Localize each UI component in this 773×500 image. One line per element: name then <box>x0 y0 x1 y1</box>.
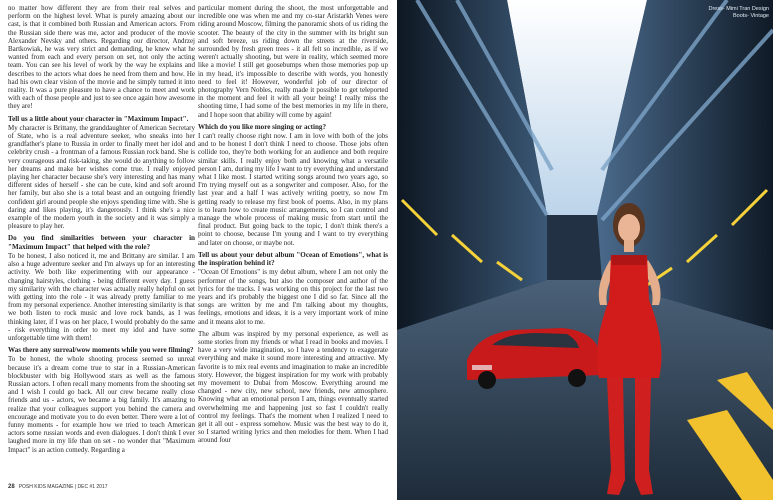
question-heading: Tell us about your debut album "Ocean of Emotions", what is the inspiration behind it? <box>198 250 388 268</box>
answer-paragraph: I can't really choose right now. I am in love with both of the jobs and to be honest I don't think I need to choose. Those jobs often collide too, they're both working for an audience and both require similar skills. I really enjoy both and knowing what a versatile person I am, during my life I want to try everything and understand what I like most. I started writing songs around two years ago, so I'm trying myself out as a songwriter and composer. Also, for the last year and a half I was actively writing poetry, so now I'm getting ready to release my first book of poems. Also, in my plans is to learn how to create music arrangements, so I can control and manage the whole process of making music from start until the final product. But going back to the topic, I don't think there's a point to choose, because I'm young and I want to try everything and later on choose, or maybe not. <box>198 132 388 247</box>
question-heading: Was there any surreal/wow moments while you were filming? <box>8 346 194 355</box>
answer-paragraph: no matter how different they are from their real selves and perform on the highest level. What is purely amazing about our cast, is that it combined both Russian and American actors. From the Russian side there was me, actor and producer of the movie Alexander Nevsky and others. Regarding our director, Andrzej Bartkowiak, he was very strict and demanding, he knew what he wanted from each and every person on set, not only the acting team. You can see his level of work by the way he explains and describes to the actors what does he need from them and how. He had his own clear vision of the movie and he simply turned it into reality. It was a pure pleasure to have a chance to meet and work with each of those people and just to see once again how awesome they are! <box>8 4 195 111</box>
question-heading: Do you find similarities between your character in "Maximum Impact" that helped with the role? <box>8 234 195 251</box>
page-footer <box>8 484 108 490</box>
question-heading: Tell us a little about your character in "Maximum Impact". <box>8 114 189 123</box>
page-number: 28 <box>8 484 15 490</box>
photo-illustration <box>397 0 773 500</box>
answer-paragraph: To be honest, I also noticed it, me and Brittany are similar. I am also a huge adventure seeker and I'm always up for an interesting activity. We both like experimenting with our appearance - changing hairstyles, clothing - being different every day. I guess my similarity with the character was actually really helpful on set with getting into the role - it was already pretty familiar to me from my personal experience. Another interesting similarity is that we both listen to rock music and love rock bands, as I was thinking later, if I was on her place, I would probably do the same - risk everything in order to meet my idol and have some unforgettable time with them! <box>8 251 195 342</box>
answer-paragraph: particular moment during the shoot, the most unforgettable and incredible one was when me and my co-star Aristarkh Venes were riding around Moscow, filming the panoramic shots of us riding the scooter. The beauty of the city in the summer with its bright sun and soft breeze, us riding down the streets at the riverside, surrounded by fresh green trees - it all felt so incredible, as if we weren't actually shooting, but were in reality, which seemed more like a movie! I still get goosebumps when those memories pop up in my head, it's impossible to describe with words, you honestly need to feel it! However, wonderful job of our director of photography Vern Nobles, really made it possible to get teleported in the moment and feel it with all your being! I really miss the shooting time, I had some of the best memories in my life in there, and I hope soon that ability will come by again! <box>198 4 388 119</box>
answer-paragraph: To be honest, the whole shooting process seemed so unreal because it's a dream come true to star in a Russian-American blockbuster with big Hollywood stars as well as the famous Russian actors. I often recall many moments from the shooting set and I wish I could go back. All our crew became really close friends and us - actors, we became a big family. It's amazing to realize that your colleagues support you behind the camera and encourage and motivate you to do even better. There were a lot of funny moments - for example how we tried to teach American actors some russian words and even dialogues. I don't think I ever laughed more in my life than on set - no wonder that "Maximum Impact" is an action comedy. Regarding a <box>8 355 195 454</box>
answer-paragraph: My character is Brittany, the granddaughter of American Secretary of State, who is a real adventure seeker, who sneaks into her grandfather's plane to Russia in order to finally meet her idol and celebrity crush - a frontman of a famous Russian rock band. She is very courageous and risk-taking, she would do anything to follow her dreams and make her wishes come true. I really enjoyed playing her character because she's very interesting and has many different sides of herself - she can be cute, kind and soft around her family, but also she is a total beast and an outgoing friendly confident girl around people she enjoys spending time with. She is daring and likes playing, it's dangerously. I think she's a nice example of the modern youth in the society and it was simply a pleasure to play her. <box>8 123 195 231</box>
answer-paragraph: "Ocean Of Emotions" is my debut album, where I am not only the performer of the songs, but also the composer and author of the lyrics for the tracks. I was working on this project for the last two years and it's probably the biggest one I did so far. Since all the songs are written by me and I'm talking about my thoughts, feelings, emotions and ideas, it is a very important work of mine and it means alot to me. <box>198 268 388 326</box>
credit-dress: Dress- Mimi Tran Design <box>708 6 769 12</box>
article-column-left <box>8 4 195 458</box>
article-column-middle <box>198 4 388 449</box>
photo-credit <box>708 6 769 19</box>
credit-boots: Boots- Vintage <box>733 12 769 19</box>
magazine-issue: POSH KIDS MAGAZINE | DEC #1 2017 <box>18 484 108 490</box>
fashion-photo <box>397 0 773 500</box>
answer-paragraph: The album was inspired by my personal experience, as well as some stories from my friends or what I read in books and movies. I have a very wide imagination, so I have a tendency to exaggerate everything and make it sound more interesting and attractive. My favorite is to mix real events and imagination to make an incredible story. However, the biggest inspiration for my work with probably my movement to Dubai from Moscow. Everything around me changed - new city, new school, new friends, new atmosphere. Knowing what an emotional person I am, things eventually started overwhelming me and happening just so fast I couldn't really control my feelings. That's the moment when I realized I need to get it all out - express somehow. Music was the best way to do it, so I started writing lyrics and then melodies for them. When I had around four <box>198 329 388 445</box>
question-heading: Which do you like more singing or acting? <box>198 122 327 131</box>
